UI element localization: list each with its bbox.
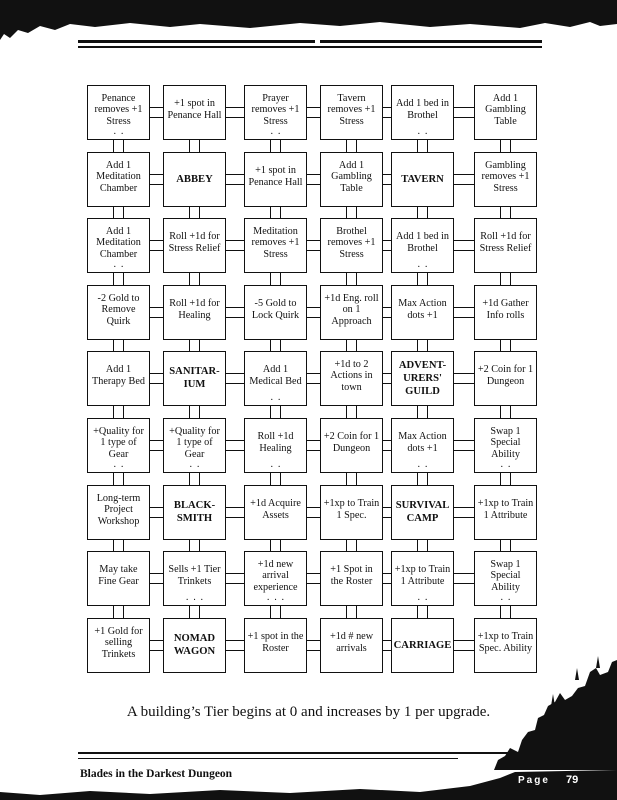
upgrade-box	[474, 351, 537, 406]
connector-horizontal	[226, 640, 244, 651]
connector-vertical	[189, 406, 200, 418]
bottom-rule	[78, 752, 538, 754]
upgrade-box	[474, 152, 537, 207]
connector-horizontal	[307, 440, 320, 451]
building-name-box	[391, 152, 454, 207]
upgrade-text: -5 Gold to Lock Quirk	[251, 298, 300, 321]
connector-vertical	[417, 473, 428, 485]
connector-horizontal	[454, 373, 474, 384]
upgrade-box	[87, 351, 150, 406]
connector-horizontal	[383, 507, 391, 518]
connector-vertical	[113, 273, 124, 285]
connector-horizontal	[150, 373, 163, 384]
connector-vertical	[346, 606, 357, 618]
upgrade-box	[163, 85, 226, 140]
connector-horizontal	[307, 573, 320, 584]
upgrade-text: +1xp to Train 1 Attribute	[477, 498, 534, 521]
tier-dots: ···	[185, 595, 208, 606]
connector-horizontal	[383, 107, 391, 118]
upgrade-text: Sells +1 Tier Trinkets	[168, 564, 221, 587]
tier-dots: ··	[500, 462, 515, 473]
page-label: Page	[518, 775, 550, 786]
connector-vertical	[500, 273, 511, 285]
upgrade-box	[320, 285, 383, 340]
connector-horizontal	[226, 440, 244, 451]
upgrade-text: Add 1 Meditation Chamber	[96, 225, 141, 260]
upgrade-box	[320, 551, 383, 606]
connector-vertical	[417, 140, 428, 152]
connector-vertical	[189, 207, 200, 218]
upgrade-text: +2 Coin for 1 Dungeon	[323, 431, 380, 454]
building-name: SURVIVAL CAMP	[395, 500, 450, 524]
connector-horizontal	[150, 107, 163, 118]
upgrade-box	[87, 218, 150, 273]
upgrade-box	[474, 218, 537, 273]
upgrade-box	[391, 285, 454, 340]
building-name: CARRIAGE	[393, 639, 452, 651]
upgrade-box	[87, 551, 150, 606]
connector-horizontal	[307, 640, 320, 651]
connector-vertical	[346, 340, 357, 351]
upgrade-box	[87, 418, 150, 473]
connector-horizontal	[454, 507, 474, 518]
connector-vertical	[113, 406, 124, 418]
upgrade-box	[391, 85, 454, 140]
upgrade-box	[320, 218, 383, 273]
upgrade-box	[244, 418, 307, 473]
caption: A building’s Tier begins at 0 and increases by 1 per upgrade.	[126, 704, 491, 720]
upgrade-box	[320, 618, 383, 673]
upgrade-text: +1d Eng. roll on 1 Approach	[324, 292, 379, 327]
upgrade-box	[244, 218, 307, 273]
connector-horizontal	[307, 240, 320, 251]
connector-horizontal	[454, 440, 474, 451]
connector-horizontal	[150, 640, 163, 651]
upgrade-text: Penance removes +1 Stress	[94, 92, 143, 127]
connector-vertical	[417, 540, 428, 551]
upgrade-text: +1 Spot in the Roster	[330, 564, 373, 587]
connector-horizontal	[150, 240, 163, 251]
upgrade-text: +1xp to Train Spec. Ability	[477, 631, 534, 654]
connector-horizontal	[150, 440, 163, 451]
connector-horizontal	[307, 107, 320, 118]
upgrade-box	[244, 85, 307, 140]
tier-dots: ··	[270, 129, 285, 140]
upgrade-text: Long-term Project Workshop	[96, 492, 141, 527]
upgrade-text: Meditation removes +1 Stress	[251, 225, 300, 260]
upgrade-text: Add 1 Meditation Chamber	[96, 159, 141, 194]
upgrade-text: Roll +1d for Stress Relief	[168, 231, 221, 254]
upgrade-box	[87, 285, 150, 340]
connector-horizontal	[307, 174, 320, 185]
connector-vertical	[189, 273, 200, 285]
connector-vertical	[270, 273, 281, 285]
tier-dots: ···	[266, 595, 289, 606]
upgrade-text: Roll +1d for Stress Relief	[479, 231, 532, 254]
connector-vertical	[189, 606, 200, 618]
upgrade-box	[163, 285, 226, 340]
building-name: TAVERN	[401, 173, 444, 185]
connector-vertical	[270, 340, 281, 351]
upgrade-text: +1 Gold for selling Trinkets	[94, 625, 143, 660]
connector-vertical	[417, 406, 428, 418]
connector-vertical	[500, 340, 511, 351]
upgrade-box	[320, 85, 383, 140]
upgrade-box	[474, 285, 537, 340]
building-name-box	[163, 485, 226, 540]
upgrade-text: Add 1 bed in Brothel	[396, 98, 449, 121]
connector-horizontal	[150, 573, 163, 584]
connector-vertical	[500, 207, 511, 218]
upgrade-box	[87, 152, 150, 207]
connector-vertical	[270, 140, 281, 152]
connector-horizontal	[226, 573, 244, 584]
upgrade-box	[474, 618, 537, 673]
connector-horizontal	[383, 373, 391, 384]
connector-horizontal	[226, 307, 244, 318]
upgrade-box	[474, 85, 537, 140]
connector-vertical	[346, 406, 357, 418]
upgrade-text: +1 spot in the Roster	[247, 631, 304, 654]
tier-dots: ··	[113, 129, 128, 140]
upgrade-box	[163, 218, 226, 273]
upgrade-text: Add 1 bed in Brothel	[396, 231, 449, 254]
connector-vertical	[500, 540, 511, 551]
upgrade-text: +1d # new arrivals	[329, 631, 374, 654]
connector-vertical	[189, 340, 200, 351]
upgrade-text: May take Fine Gear	[98, 564, 139, 587]
upgrade-box	[244, 152, 307, 207]
tier-dots: ··	[189, 462, 204, 473]
connector-horizontal	[150, 174, 163, 185]
tier-dots: ··	[417, 262, 432, 273]
building-name: SANITAR-IUM	[169, 366, 220, 390]
connector-vertical	[270, 207, 281, 218]
building-name-box	[163, 351, 226, 406]
tier-dots: ··	[500, 595, 515, 606]
upgrade-text: Max Action dots +1	[398, 431, 447, 454]
connector-vertical	[189, 140, 200, 152]
tier-dots: ··	[113, 462, 128, 473]
connector-vertical	[270, 540, 281, 551]
upgrade-text: Swap 1 Special Ability	[490, 425, 521, 460]
upgrade-box	[87, 485, 150, 540]
building-name: ADVENT-URERS' GUILD	[398, 359, 447, 397]
upgrade-text: +2 Coin for 1 Dungeon	[477, 364, 534, 387]
upgrade-text: +1d to 2 Actions in town	[330, 358, 373, 393]
upgrade-text: +1xp to Train 1 Attribute	[394, 564, 451, 587]
upgrade-text: +1d new arrival experience	[253, 558, 298, 593]
upgrade-text: Swap 1 Special Ability	[490, 558, 521, 593]
connector-vertical	[346, 273, 357, 285]
tier-dots: ··	[417, 595, 432, 606]
building-name-box	[163, 152, 226, 207]
upgrade-box	[244, 351, 307, 406]
connector-vertical	[346, 140, 357, 152]
connector-horizontal	[307, 307, 320, 318]
connector-horizontal	[454, 240, 474, 251]
connector-horizontal	[454, 174, 474, 185]
connector-horizontal	[226, 107, 244, 118]
connector-vertical	[417, 207, 428, 218]
building-name-box	[163, 618, 226, 673]
upgrade-box	[244, 551, 307, 606]
upgrade-text: Tavern removes +1 Stress	[327, 92, 376, 127]
upgrade-box	[244, 618, 307, 673]
upgrade-text: Add 1 Gambling Table	[485, 92, 526, 127]
upgrade-box	[320, 418, 383, 473]
upgrade-text: Add 1 Medical Bed	[249, 364, 302, 387]
upgrade-text: +Quality for 1 type of Gear	[169, 425, 220, 460]
building-name-box	[391, 351, 454, 406]
connector-horizontal	[454, 307, 474, 318]
connector-vertical	[113, 473, 124, 485]
upgrade-box	[244, 485, 307, 540]
upgrade-text: Gambling removes +1 Stress	[481, 159, 530, 194]
connector-vertical	[346, 540, 357, 551]
bottom-rule-thin	[78, 758, 458, 759]
building-name: ABBEY	[176, 173, 213, 185]
upgrade-text: +1d Acquire Assets	[250, 498, 301, 521]
connector-vertical	[346, 473, 357, 485]
connector-horizontal	[226, 174, 244, 185]
upgrade-box	[391, 551, 454, 606]
upgrade-box	[391, 218, 454, 273]
connector-horizontal	[307, 373, 320, 384]
upgrade-box	[87, 618, 150, 673]
upgrade-text: Add 1 Gambling Table	[331, 159, 372, 194]
building-name: BLACK-SMITH	[173, 500, 216, 524]
upgrade-text: +1 spot in Penance Hall	[167, 98, 222, 121]
connector-vertical	[189, 473, 200, 485]
connector-horizontal	[383, 440, 391, 451]
connector-horizontal	[383, 307, 391, 318]
upgrade-box	[474, 485, 537, 540]
connector-vertical	[500, 606, 511, 618]
connector-horizontal	[383, 240, 391, 251]
connector-vertical	[500, 406, 511, 418]
connector-vertical	[270, 406, 281, 418]
upgrade-text: +1xp to Train 1 Spec.	[323, 498, 380, 521]
connector-horizontal	[226, 373, 244, 384]
connector-horizontal	[226, 507, 244, 518]
upgrade-box	[87, 85, 150, 140]
connector-vertical	[113, 606, 124, 618]
upgrade-box	[474, 551, 537, 606]
page-number: 79	[566, 774, 579, 786]
connector-horizontal	[454, 107, 474, 118]
connector-horizontal	[454, 640, 474, 651]
connector-horizontal	[226, 240, 244, 251]
connector-vertical	[189, 540, 200, 551]
tier-dots: ··	[417, 129, 432, 140]
upgrade-text: +1 spot in Penance Hall	[248, 165, 303, 188]
tier-dots: ··	[270, 462, 285, 473]
upgrade-text: +1d Gather Info rolls	[482, 298, 529, 321]
book-title: Blades in the Darkest Dungeon	[80, 768, 233, 780]
connector-vertical	[270, 473, 281, 485]
upgrade-box	[474, 418, 537, 473]
connector-vertical	[113, 540, 124, 551]
upgrade-text: Prayer removes +1 Stress	[251, 92, 300, 127]
upgrade-box	[163, 418, 226, 473]
connector-horizontal	[383, 174, 391, 185]
building-name-box	[391, 618, 454, 673]
connector-vertical	[417, 340, 428, 351]
connector-vertical	[113, 207, 124, 218]
upgrade-text: +Quality for 1 type of Gear	[93, 425, 144, 460]
upgrade-box	[163, 551, 226, 606]
tier-dots: ··	[417, 462, 432, 473]
connector-vertical	[346, 207, 357, 218]
tier-dots: ··	[113, 262, 128, 273]
upgrade-box	[244, 285, 307, 340]
connector-horizontal	[307, 507, 320, 518]
connector-vertical	[500, 140, 511, 152]
connector-vertical	[113, 140, 124, 152]
building-name: NOMAD WAGON	[173, 633, 216, 657]
connector-vertical	[113, 340, 124, 351]
upgrade-box	[391, 418, 454, 473]
connector-vertical	[417, 606, 428, 618]
upgrade-text: Add 1 Therapy Bed	[92, 364, 145, 387]
building-name-box	[391, 485, 454, 540]
upgrade-text: Brothel removes +1 Stress	[327, 225, 376, 260]
connector-vertical	[500, 473, 511, 485]
upgrade-box	[320, 485, 383, 540]
upgrade-text: Max Action dots +1	[398, 298, 447, 321]
connector-horizontal	[150, 507, 163, 518]
connector-horizontal	[150, 307, 163, 318]
upgrade-text: -2 Gold to Remove Quirk	[97, 292, 140, 327]
connector-vertical	[417, 273, 428, 285]
upgrade-box	[320, 152, 383, 207]
connector-horizontal	[454, 573, 474, 584]
upgrade-box	[320, 351, 383, 406]
upgrade-text: Roll +1d Healing	[257, 431, 294, 454]
connector-horizontal	[383, 573, 391, 584]
tier-dots: ··	[270, 395, 285, 406]
connector-vertical	[270, 606, 281, 618]
upgrade-text: Roll +1d for Healing	[169, 298, 220, 321]
connector-horizontal	[383, 640, 391, 651]
